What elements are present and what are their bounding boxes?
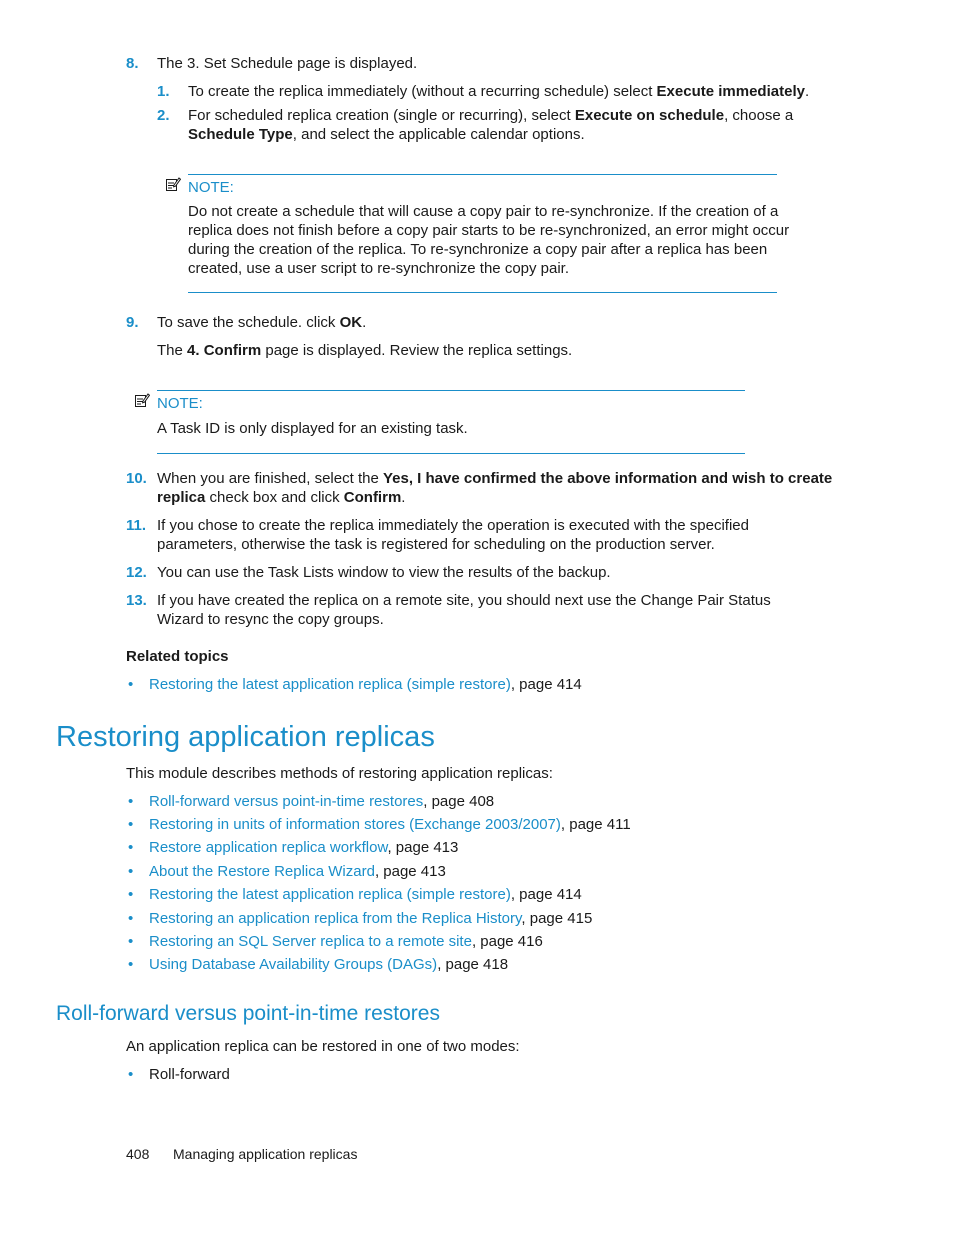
bullet: • bbox=[128, 1066, 134, 1083]
bullet: • bbox=[128, 886, 134, 903]
topic-link[interactable]: Restore application replica workflow bbox=[149, 839, 388, 856]
page-number: 408 bbox=[126, 1146, 150, 1162]
list-item: Roll-forward versus point-in-time restores, page 408 bbox=[149, 793, 495, 810]
step-text-cont: The 4. Confirm page is displayed. Review the replica settings. bbox=[157, 342, 573, 359]
step-text: When you are finished, select the Yes, I have confirmed the above information and wish to create bbox=[157, 470, 833, 487]
topic-link[interactable]: Roll-forward versus point-in-time restores bbox=[149, 793, 424, 810]
step-number: 12. bbox=[126, 564, 147, 581]
related-link[interactable]: Restoring the latest application replica (simple restore) bbox=[149, 676, 511, 693]
note-top-rule bbox=[157, 390, 745, 391]
list-item: Using Database Availability Groups (DAGs), page 418 bbox=[149, 956, 509, 973]
note-line: Do not create a schedule that will cause a copy pair to re-synchronize. If the creation of a bbox=[188, 203, 779, 220]
list-item: Restoring an application replica from the Replica History, page 415 bbox=[149, 910, 593, 927]
topic-link[interactable]: Restoring an SQL Server replica to a remote site bbox=[149, 933, 472, 950]
substep-text: To create the replica immediately (without a recurring schedule) select Execute immediately. bbox=[188, 83, 810, 100]
subsection-intro: An application replica can be restored in one of two modes: bbox=[126, 1038, 520, 1055]
step-text: If you chose to create the replica immediately the operation is executed with the specified bbox=[157, 517, 749, 534]
step-text-cont: replica check box and click Confirm. bbox=[157, 489, 406, 506]
list-item: About the Restore Replica Wizard, page 413 bbox=[149, 863, 446, 880]
note-line: replica does not finish before a copy pair starts to be re-synchronized, an error might occur bbox=[188, 222, 790, 239]
subsection-title: Roll-forward versus point-in-time restores bbox=[56, 1002, 440, 1025]
step-number: 13. bbox=[126, 592, 147, 609]
substep-text: For scheduled replica creation (single or recurring), select Execute on schedule, choose a bbox=[188, 107, 794, 124]
bullet: • bbox=[128, 676, 134, 693]
substep-number: 2. bbox=[157, 107, 170, 124]
step-text: You can use the Task Lists window to view the results of the backup. bbox=[157, 564, 611, 581]
related-topics-heading: Related topics bbox=[126, 648, 229, 665]
step-text: To save the schedule. click OK. bbox=[157, 314, 367, 331]
step-number: 10. bbox=[126, 470, 147, 487]
topic-link[interactable]: About the Restore Replica Wizard bbox=[149, 863, 375, 880]
bullet: • bbox=[128, 933, 134, 950]
note-bottom-rule bbox=[188, 292, 777, 293]
bullet: • bbox=[128, 863, 134, 880]
bullet: • bbox=[128, 816, 134, 833]
step-text: The 3. Set Schedule page is displayed. bbox=[157, 55, 418, 72]
section-intro: This module describes methods of restoring application replicas: bbox=[126, 765, 553, 782]
note-label: NOTE: bbox=[188, 179, 234, 196]
note-bottom-rule bbox=[157, 453, 745, 454]
note-line: during the creation of the replica. To re-synchronize a copy pair after a replica has been bbox=[188, 241, 768, 258]
list-item: Restoring an SQL Server replica to a remote site, page 416 bbox=[149, 933, 543, 950]
bullet: • bbox=[128, 839, 134, 856]
step-number: 9. bbox=[126, 314, 139, 331]
bullet: • bbox=[128, 956, 134, 973]
step-text-cont: parameters, otherwise the task is registered for scheduling on the production server. bbox=[157, 536, 715, 553]
note-line: created, use a user script to re-synchronize the copy pair. bbox=[188, 260, 570, 277]
list-item: Restoring the latest application replica (simple restore), page 414 bbox=[149, 676, 582, 693]
bullet: • bbox=[128, 793, 134, 810]
topic-link[interactable]: Restoring in units of information stores (Exchange 2003/2007) bbox=[149, 816, 561, 833]
substep-text-cont: Schedule Type, and select the applicable calendar options. bbox=[188, 126, 585, 143]
list-item: Restore application replica workflow, page 413 bbox=[149, 839, 459, 856]
note-line: A Task ID is only displayed for an existing task. bbox=[157, 420, 468, 437]
substep-number: 1. bbox=[157, 83, 170, 100]
step-text-cont: Wizard to resync the copy groups. bbox=[157, 611, 384, 628]
list-item: Restoring the latest application replica (simple restore), page 414 bbox=[149, 886, 582, 903]
topic-link[interactable]: Using Database Availability Groups (DAGs) bbox=[149, 956, 438, 973]
note-pencil-icon bbox=[134, 392, 150, 408]
note-top-rule bbox=[188, 174, 777, 175]
step-number: 11. bbox=[126, 517, 147, 534]
list-item: Restoring in units of information stores (Exchange 2003/2007), page 411 bbox=[149, 816, 631, 833]
section-title: Restoring application replicas bbox=[56, 721, 435, 753]
step-number: 8. bbox=[126, 55, 139, 72]
note-label: NOTE: bbox=[157, 395, 203, 412]
step-text: If you have created the replica on a remote site, you should next use the Change Pair Status bbox=[157, 592, 771, 609]
list-item: Roll-forward bbox=[149, 1066, 230, 1083]
footer-chapter: Managing application replicas bbox=[173, 1146, 358, 1162]
topic-link[interactable]: Restoring an application replica from the Replica History bbox=[149, 910, 522, 927]
bullet: • bbox=[128, 910, 134, 927]
topic-link[interactable]: Restoring the latest application replica (simple restore) bbox=[149, 886, 511, 903]
note-pencil-icon bbox=[165, 176, 181, 192]
